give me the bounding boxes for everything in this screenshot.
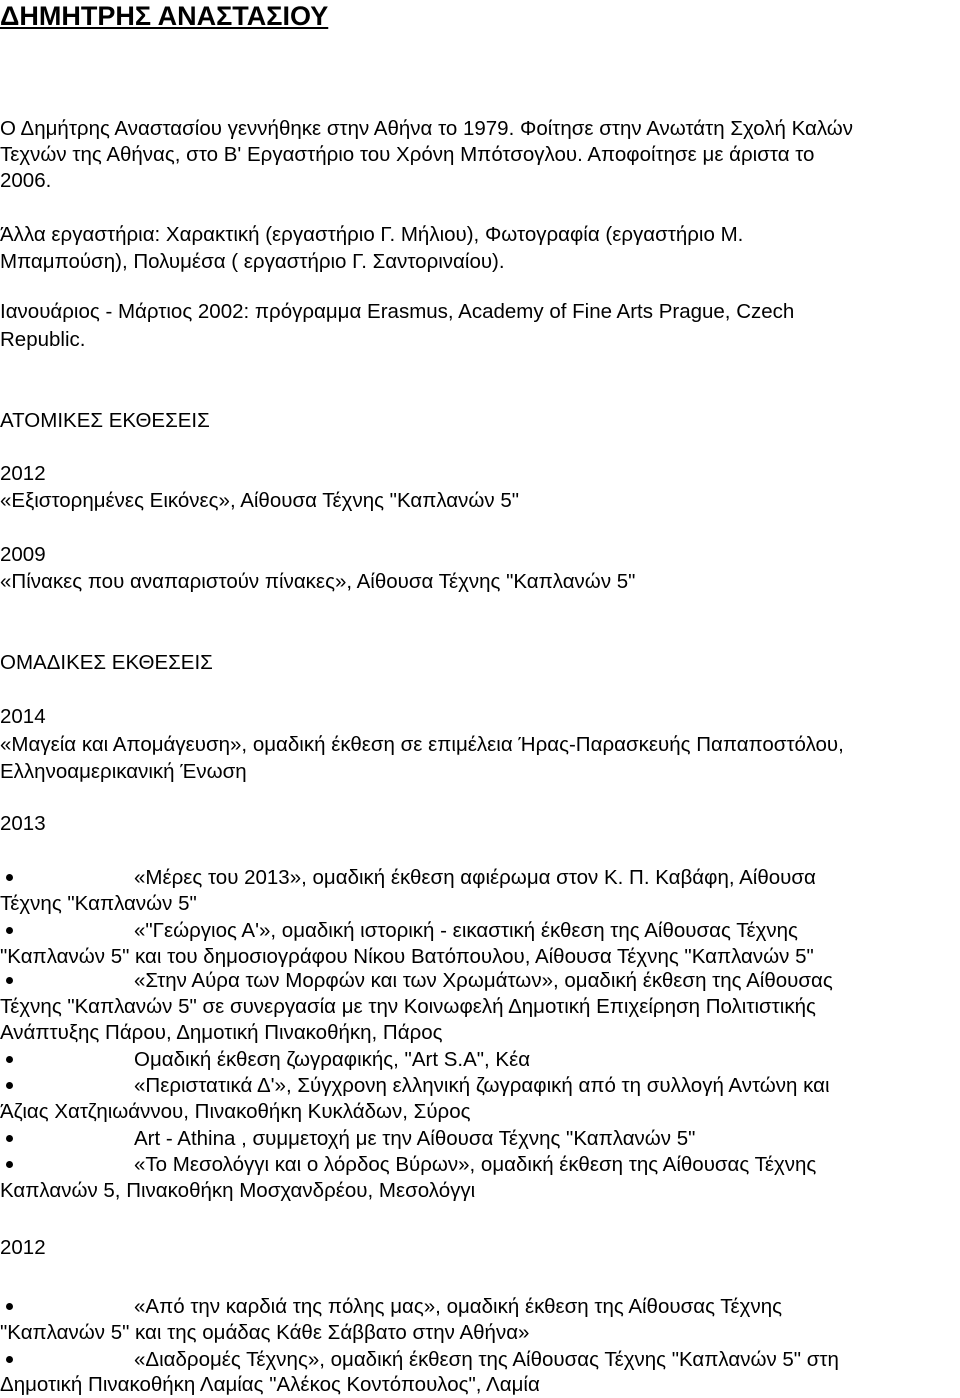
- bullet-icon: [6, 977, 13, 984]
- year-label: 2009: [0, 543, 46, 566]
- bio-line: Μπαμπούση), Πολυμέσα ( εργαστήριο Γ. Σαντοριναίου).: [0, 250, 505, 273]
- bio-line: 2006.: [0, 169, 52, 192]
- section-heading-solo: ΑΤΟΜΙΚΕΣ ΕΚΘΕΣΕΙΣ: [0, 409, 210, 432]
- bio-line: Republic.: [0, 328, 86, 351]
- bullet-icon: [6, 927, 13, 934]
- bullet-icon: [6, 1356, 13, 1363]
- exhibition-entry: «Μαγεία και Απομάγευση», ομαδική έκθεση σε επιμέλεια Ήρας-Παρασκευής Παπαποστόλου,: [0, 733, 844, 756]
- exhibition-entry: Ελληνοαμερικανική Ένωση: [0, 760, 247, 783]
- year-label: 2014: [0, 705, 46, 728]
- bio-line: Ιανουάριος - Μάρτιος 2002: πρόγραμμα Erasmus, Academy of Fine Arts Prague, Czech: [0, 300, 795, 323]
- bio-line: Τεχνών της Αθήνας, στο Β' Εργαστήριο του Χρόνη Μπότσογλου. Αποφοίτησε με άριστα το: [0, 143, 815, 166]
- exhibition-entry: «Εξιστορημένες Εικόνες», Αίθουσα Τέχνης "Καπλανών 5": [0, 489, 520, 512]
- bullet-icon: [6, 874, 13, 881]
- bullet-icon: [6, 1056, 13, 1063]
- year-label: 2012: [0, 1236, 46, 1259]
- document-title: ΔΗΜΗΤΡΗΣ ΑΝΑΣΤΑΣΙΟΥ: [0, 1, 329, 31]
- bullet-icon: [6, 1303, 13, 1310]
- bullet-icon: [6, 1082, 13, 1089]
- bullet-icon: [6, 1161, 13, 1168]
- bullet-icon: [6, 1135, 13, 1142]
- exhibition-entry: «Πίνακες που αναπαριστούν πίνακες», Αίθουσα Τέχνης "Καπλανών 5": [0, 570, 636, 593]
- cv-document: ΔΗΜΗΤΡΗΣ ΑΝΑΣΤΑΣΙΟΥ Ο Δημήτρης Αναστασίου γεννήθηκε στην Αθήνα το 1979. Φοίτησε στην Ανωτάτη Σχολή Καλών Τεχνών της Αθήνας, στο Β' Εργαστήριο του Χρόνη Μπότσογλου. Αποφοίτησε με άριστα το 2006. Άλλα εργαστήρια: Χαρακτική (εργαστήριο Γ. Μήλιου), Φωτογραφία (εργαστήριο Μ. Μπαμπούση), Πολυμέσα ( εργαστήριο Γ. Σαντοριναίου). Ιανουάριος - Μάρτιος 2002: πρόγραμμα Erasmus, Academy of Fine Arts Prague, Czech Republic. ΑΤΟΜΙΚΕΣ ΕΚΘΕΣΕΙΣ 2012 «Εξιστορημένες Εικόνες», Αίθουσα Τέχνης "Καπλανών 5" 2009 «Πίνακες που αναπαριστούν πίνακες», Αίθουσα Τέχνης "Καπλανών 5" ΟΜΑΔΙΚΕΣ ΕΚΘΕΣΕΙΣ 2014 «Μαγεία και Απομάγευση», ομαδική έκθεση σε επιμέλεια Ήρας-Παρασκευής Παπαποστόλου, Ελληνοαμερικανική Ένωση 2013 «Μέρες του 2013», ομαδική έκθεση αφιέρωμα στον Κ. Π. Καβάφη, Αίθουσα Τέχνης "Καπλανών 5" «"Γεώργιος Α'», ομαδική ιστορική - εικαστική έκθεση της Αίθουσας Τέχνης "Καπλανών 5" και του δημοσιογράφου Νίκου Βατόπουλου, Αίθουσα Τέχνης "Καπλανών 5" «Στην Αύρα των Μορφών και των Χρωμάτων», ομαδική έκθεση της Αίθουσας Τέχνης "Καπλανών 5" σε συνεργασία με την Κοινωφελή Δημοτική Επιχείρηση Πολιτιστικής Ανάπτυξης Πάρου, Δημοτική Πινακοθήκη, Πάρος Ομαδική έκθεση ζωγραφικής, "Art S.A", Κέα «Περιστατικά Δ'», Σύγχρονη ελληνική ζωγραφική από τη συλλογή Αντώνη και Άζιας Χατζηιωάννου, Πινακοθήκη Κυκλάδων, Σύρος Art - Athina , συμμετοχή με την Αίθουσα Τέχνης "Καπλανών 5" «Το Μεσολόγγι και ο λόρδος Βύρων», ομαδική έκθεση της Αίθουσας Τέχνης Καπλανών 5, Πινακοθήκη Μοσχανδρέου, Μεσολόγγι 2012 «Από την καρδιά της πόλης μας», ομαδική έκθεση της Αίθουσας Τέχνης "Καπλανών 5" και της ομάδας Κάθε Σάββατο στην Αθήνα» «Διαδρομές Τέχνης», ομαδική έκθεση της Αίθουσας Τέχνης "Καπλανών 5" στη Δημοτική Πινακοθήκη Λαμίας "Αλέκος Κοντόπουλος", Λαμία: [0, 1, 854, 1396]
- bio-line: Ο Δημήτρης Αναστασίου γεννήθηκε στην Αθήνα το 1979. Φοίτησε στην Ανωτάτη Σχολή Καλών: [0, 117, 854, 140]
- year-label: 2012: [0, 462, 46, 485]
- year-label: 2013: [0, 812, 46, 835]
- section-heading-group: ΟΜΑΔΙΚΕΣ ΕΚΘΕΣΕΙΣ: [0, 651, 213, 674]
- bio-line: Άλλα εργαστήρια: Χαρακτική (εργαστήριο Γ. Μήλιου), Φωτογραφία (εργαστήριο Μ.: [0, 223, 744, 246]
